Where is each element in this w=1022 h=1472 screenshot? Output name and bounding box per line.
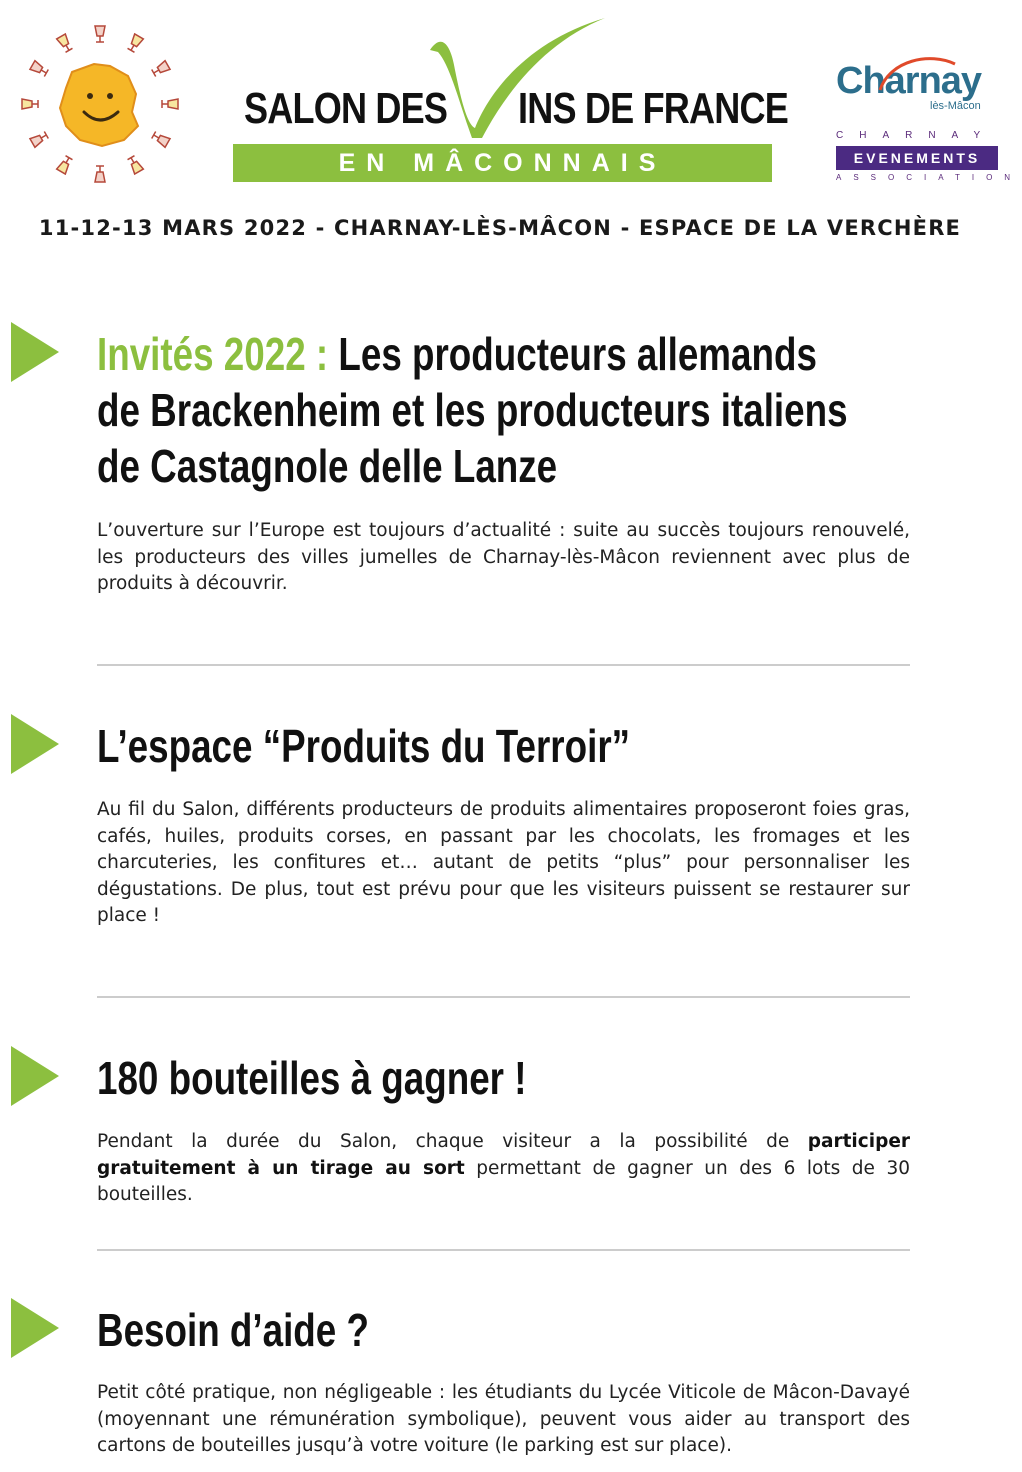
heading-line: de Brackenheim et les producteurs italiens: [97, 384, 848, 436]
association-top-text: CHARNAY: [836, 130, 997, 141]
salon-title-right: INS DE FRANCE: [518, 84, 788, 133]
heading-line: Les producteurs allemands: [338, 328, 817, 380]
paragraph-start: Pendant la durée du Salon, chaque visiteur a la possibilité de: [97, 1131, 808, 1152]
section-paragraph: [97, 1129, 910, 1209]
section-paragraph: Petit côté pratique, non négligeable : les étudiants du Lycée Viticole de Mâcon-Davayé (moyennant une rémunération symbolique), peuvent vous aider au transport des cartons de bouteilles jusqu’à votre voiture (le parking est sur place).: [97, 1382, 910, 1456]
paragraph-bold: participer gratuitement à un tirage au sort: [97, 1131, 910, 1179]
heading-accent: Invités 2022 :: [97, 328, 339, 380]
salon-title-left: SALON DES: [244, 84, 448, 133]
association-bottom-text: ASSOCIATION: [836, 173, 1022, 182]
charnay-logo-text: Charnay: [836, 60, 982, 102]
section-arrow-icon: [11, 1046, 59, 1106]
section-divider: [97, 664, 910, 666]
subtitle-text: EN MÂCONNAIS: [338, 149, 667, 177]
section-heading-terroir: L’espace “Produits du Terroir”: [97, 720, 631, 772]
section-arrow-icon: [11, 1298, 59, 1358]
section-divider: [97, 996, 910, 998]
heading-line: de Castagnole delle Lanze: [97, 440, 558, 492]
section-heading-help: Besoin d’aide ?: [97, 1304, 369, 1356]
charnay-swoosh-icon: [870, 50, 960, 100]
section-paragraph: L’ouverture sur l’Europe est toujours d’actualité : suite au succès toujours renouvelé, les producteurs des villes jumelles de Charnay-lès-Mâcon reviennent avec plus de produits à découvrir.: [97, 520, 910, 594]
event-date-location: 11-12-13 MARS 2022 - CHARNAY-LÈS-MÂCON - ESPACE DE LA VERCHÈRE: [38, 216, 962, 240]
charnay-logo-subtext: lès-Mâcon: [930, 100, 981, 112]
section-arrow-icon: [11, 322, 59, 382]
sun-france-logo-icon: [10, 14, 190, 194]
paragraph-end: permettant de gagner un des 6 lots de 30 bouteilles.: [97, 1157, 911, 1205]
association-main-text: EVENEMENTS: [853, 150, 981, 166]
section-heading-guests: [97, 326, 848, 494]
section-divider: [97, 1249, 910, 1251]
section-arrow-icon: [11, 714, 59, 774]
section-paragraph: Au fil du Salon, différents producteurs de produits alimentaires proposeront foies gras, cafés, huiles, produits corses, en passant par les chocolats, les fromages et les charcuteries, les confitures et… autant de petits “plus” pour personnaliser les dégustations. De plus, tout est prévu pour que les visiteurs puissent se restaurer sur place !: [97, 799, 910, 926]
section-heading-bottles: 180 bouteilles à gagner !: [97, 1052, 527, 1104]
